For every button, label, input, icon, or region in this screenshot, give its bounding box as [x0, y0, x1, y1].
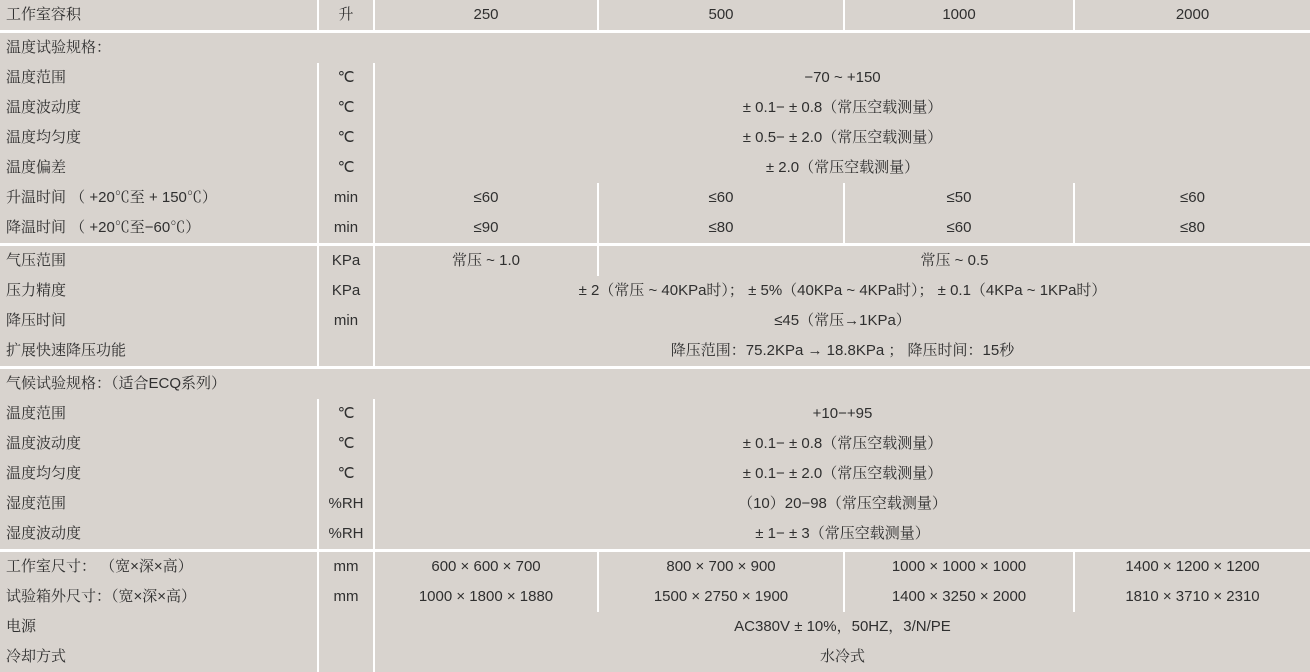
row-unit: ℃: [318, 153, 374, 183]
row-unit: ℃: [318, 123, 374, 153]
row-label: 气压范围: [0, 245, 318, 277]
header-unit: 升: [318, 0, 374, 32]
row-label: 温度波动度: [0, 93, 318, 123]
row-value-1: 1500 × 2750 × 1900: [598, 582, 844, 612]
row-unit: min: [318, 183, 374, 213]
row-value-3: 1810 × 3710 × 2310: [1074, 582, 1310, 612]
row-value-1: ≤60: [598, 183, 844, 213]
row-value-all: ± 0.1− ± 0.8（常压空载测量）: [374, 93, 1310, 123]
row-value-0: 1000 × 1800 × 1880: [374, 582, 598, 612]
row-value-all: ± 2.0（常压空载测量）: [374, 153, 1310, 183]
section-title-row: [0, 368, 1310, 400]
row-label: 温度波动度: [0, 429, 318, 459]
row-unit: min: [318, 306, 374, 336]
row-label: 温度范围: [0, 399, 318, 429]
row-value-0: 600 × 600 × 700: [374, 551, 598, 583]
header-capacity-3: 2000: [1074, 0, 1310, 32]
row-unit: [318, 642, 374, 672]
row-label: 湿度波动度: [0, 519, 318, 551]
row-label: 温度均匀度: [0, 459, 318, 489]
section-title: 温度试验规格：: [0, 32, 1310, 64]
row-value-0: ≤90: [374, 213, 598, 245]
row-unit: mm: [318, 582, 374, 612]
row-label: 湿度范围: [0, 489, 318, 519]
row-value-2: ≤50: [844, 183, 1074, 213]
table-row: [0, 642, 1310, 672]
row-value-2: 1000 × 1000 × 1000: [844, 551, 1074, 583]
row-label: 压力精度: [0, 276, 318, 306]
row-unit: ℃: [318, 429, 374, 459]
row-value-all: ≤45（常压→1KPa）: [374, 306, 1310, 336]
table-row: [0, 306, 1310, 336]
table-row: [0, 245, 1310, 277]
row-value-1: ≤80: [598, 213, 844, 245]
table-header-row: [0, 0, 1310, 32]
header-capacity-0: 250: [374, 0, 598, 32]
row-unit: [318, 336, 374, 368]
row-unit: min: [318, 213, 374, 245]
table-row: [0, 399, 1310, 429]
row-value-1: 800 × 700 × 900: [598, 551, 844, 583]
table-row: [0, 153, 1310, 183]
row-value-0: 常压 ~ 1.0: [374, 245, 598, 277]
table-row: [0, 551, 1310, 583]
row-unit: KPa: [318, 276, 374, 306]
section-title: 气候试验规格：（适合ECQ系列）: [0, 368, 1310, 400]
row-unit: ℃: [318, 399, 374, 429]
row-value-all: ± 0.1− ± 0.8（常压空载测量）: [374, 429, 1310, 459]
row-unit: mm: [318, 551, 374, 583]
table-row: [0, 582, 1310, 612]
row-value-all: AC380V ± 10%，50HZ，3/N/PE: [374, 612, 1310, 642]
row-value-all: ± 0.5− ± 2.0（常压空载测量）: [374, 123, 1310, 153]
table-row: [0, 519, 1310, 551]
row-value-all: +10−+95: [374, 399, 1310, 429]
row-value-3: 1400 × 1200 × 1200: [1074, 551, 1310, 583]
table-row: [0, 276, 1310, 306]
row-unit: ℃: [318, 63, 374, 93]
section-title-row: [0, 32, 1310, 64]
row-label: 降压时间: [0, 306, 318, 336]
row-label: 升温时间 （ +20℃至 + 150℃）: [0, 183, 318, 213]
row-unit: KPa: [318, 245, 374, 277]
header-capacity-1: 500: [598, 0, 844, 32]
table-row: [0, 459, 1310, 489]
row-label: 扩展快速降压功能: [0, 336, 318, 368]
row-value-2: ≤60: [844, 213, 1074, 245]
row-label: 温度范围: [0, 63, 318, 93]
row-unit: [318, 612, 374, 642]
row-value-all: ± 2（常压 ~ 40KPa时）； ± 5%（40KPa ~ 4KPa时）； ± 0.1（4KPa ~ 1KPa时）: [374, 276, 1310, 306]
row-value-0: ≤60: [374, 183, 598, 213]
table-row: [0, 336, 1310, 368]
row-label: 电源: [0, 612, 318, 642]
row-value-rest: 常压 ~ 0.5: [598, 245, 1310, 277]
row-value-all: （10）20−98（常压空载测量）: [374, 489, 1310, 519]
table-row: [0, 183, 1310, 213]
table-row: [0, 123, 1310, 153]
row-value-3: ≤60: [1074, 183, 1310, 213]
table-row: [0, 489, 1310, 519]
row-unit: ℃: [318, 459, 374, 489]
header-label: 工作室容积: [0, 0, 318, 32]
row-value-all: 降压范围：75.2KPa → 18.8KPa ； 降压时间：15秒: [374, 336, 1310, 368]
table-row: [0, 63, 1310, 93]
row-unit: %RH: [318, 489, 374, 519]
row-label: 温度均匀度: [0, 123, 318, 153]
table-row: [0, 429, 1310, 459]
header-capacity-2: 1000: [844, 0, 1074, 32]
row-label: 降温时间 （ +20℃至−60℃）: [0, 213, 318, 245]
row-value-all: ± 0.1− ± 2.0（常压空载测量）: [374, 459, 1310, 489]
row-label: 冷却方式: [0, 642, 318, 672]
table-row: [0, 612, 1310, 642]
row-value-all: 水冷式: [374, 642, 1310, 672]
table-row: [0, 93, 1310, 123]
row-unit: ℃: [318, 93, 374, 123]
row-label: 温度偏差: [0, 153, 318, 183]
row-value-all: −70 ~ +150: [374, 63, 1310, 93]
row-label: 试验箱外尺寸：（宽×深×高）: [0, 582, 318, 612]
row-value-2: 1400 × 3250 × 2000: [844, 582, 1074, 612]
table-row: [0, 213, 1310, 245]
row-value-all: ± 1− ± 3（常压空载测量）: [374, 519, 1310, 551]
row-unit: %RH: [318, 519, 374, 551]
row-value-3: ≤80: [1074, 213, 1310, 245]
row-label: 工作室尺寸： （宽×深×高）: [0, 551, 318, 583]
